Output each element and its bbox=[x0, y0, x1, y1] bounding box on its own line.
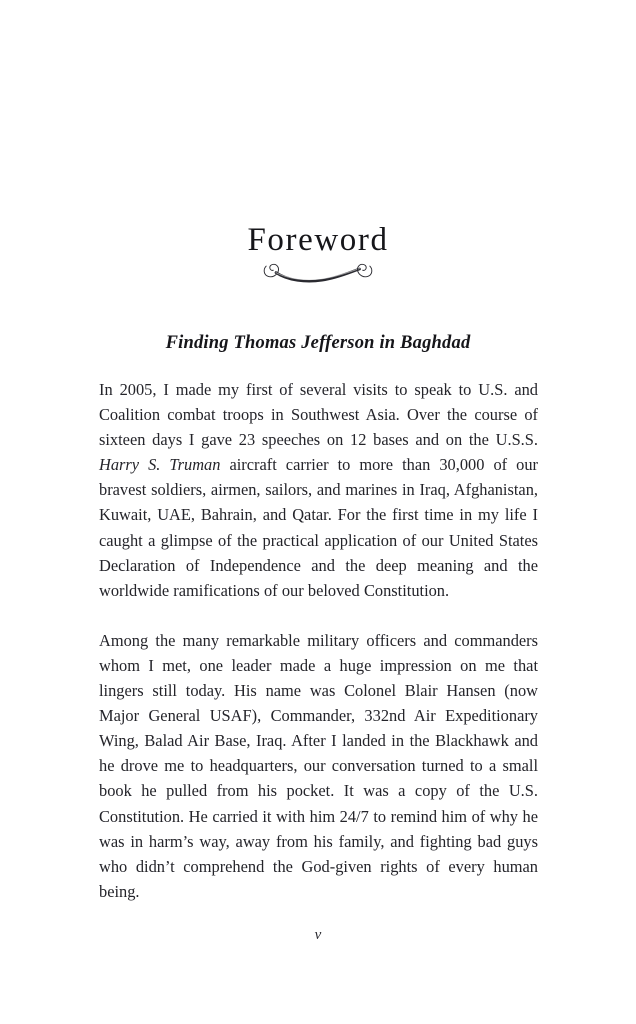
text-run: Among the many remarkable military officers and commanders whom I met, one leader made a huge impression on me that lingers still today. His name was Colonel Blair Hansen (now Major General USAF), Commander, 332nd Air Expeditionary Wing, Balad Air Base, Iraq. After I landed in the Blackhawk and he drove me to headquarters, our conversation turned to a small book he pulled from his pocket. It was a copy of the U.S. Constitution. He carried it with him 24/7 to remind him of why he was in harm’s way, away from his family, and fighting bad guys who didn’t comprehend the God-given rights of every human being. bbox=[99, 630, 538, 901]
page-subtitle: Finding Thomas Jefferson in Baghdad bbox=[165, 333, 471, 354]
paragraph-1 bbox=[99, 377, 538, 603]
page-title: Foreword bbox=[247, 222, 389, 259]
italic-run: Harry S. Truman bbox=[99, 455, 221, 475]
page-number: v bbox=[314, 927, 322, 943]
swash-divider-ornament bbox=[0, 258, 636, 288]
paragraph-2 bbox=[99, 628, 538, 904]
text-run: In 2005, I made my first of several visits to speak to U.S. and Coalition combat troops in Southwest Asia. Over the course of sixteen days I gave 23 speeches on 12 bases and on the U.S.S. bbox=[99, 380, 538, 450]
body-text bbox=[99, 377, 538, 904]
text-run: aircraft carrier to more than 30,000 of our bravest soldiers, airmen, sailors, and marines in Iraq, Afghanistan, Kuwait, UAE, Bahrain, and Qatar. For the first time in my life I caught a glimpse of the practical application of our United States Declaration of Independence and the deep meaning and the worldwide ramifications of our beloved Constitution. bbox=[99, 455, 538, 600]
